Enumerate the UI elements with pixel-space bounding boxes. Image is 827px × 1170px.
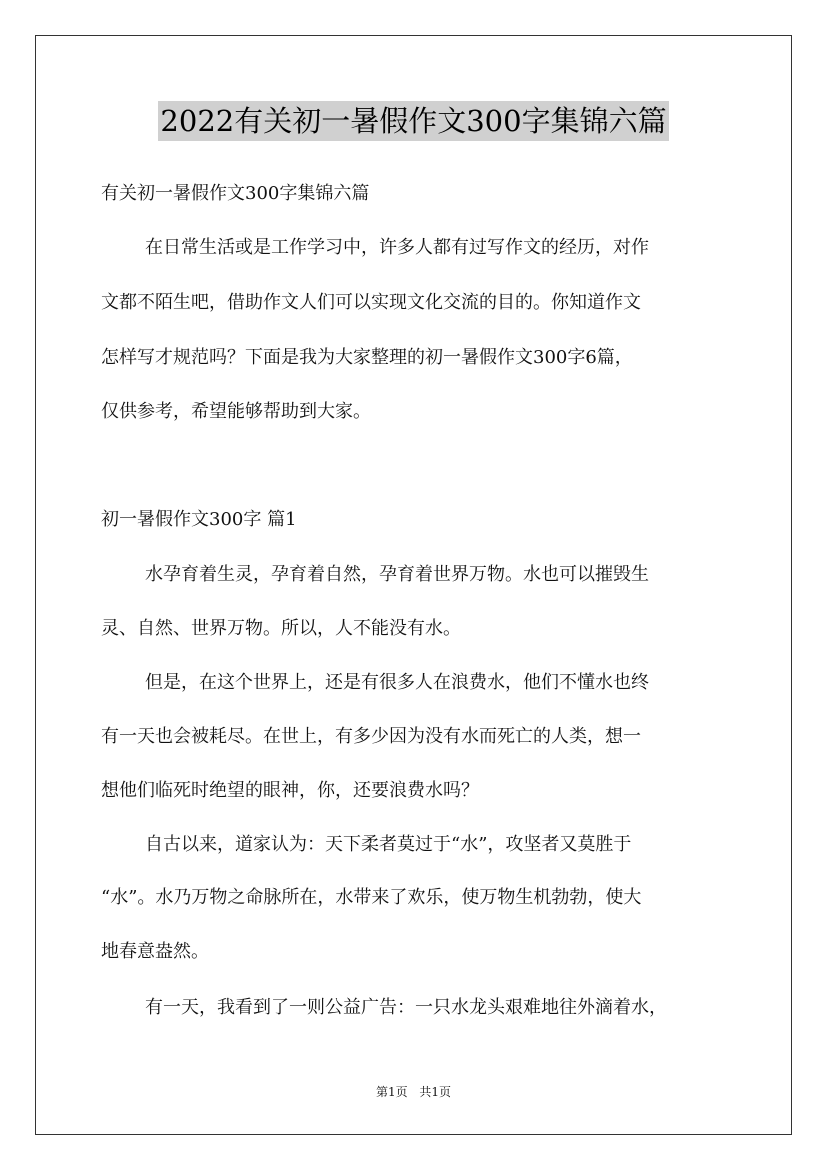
- intro-line-3: 怎样写才规范吗？下面是我为大家整理的初一暑假作文300字6篇，: [101, 347, 633, 368]
- page-total: 共1页: [419, 1085, 452, 1099]
- paragraph2-line-3: 想他们临死时绝望的眼神，你，还要浪费水吗？: [101, 780, 479, 801]
- section-heading: 初一暑假作文300字 篇1: [101, 509, 297, 530]
- paragraph3-line-2: “水”。水乃万物之命脉所在，水带来了欢乐，使万物生机勃勃，使大: [101, 887, 642, 908]
- paragraph1-line-2: 灵、自然、世界万物。所以，人不能没有水。: [101, 618, 461, 639]
- paragraph3-line-3: 地春意盎然。: [101, 941, 209, 962]
- paragraph2-line-2: 有一天也会被耗尽。在世上，有多少因为没有水而死亡的人类，想一: [101, 726, 641, 747]
- page-number: 第1页: [375, 1085, 408, 1099]
- paragraph3-line-1: 自古以来，道家认为：天下柔者莫过于“水”，攻坚者又莫胜于: [145, 834, 632, 855]
- intro-line-2: 文都不陌生吧，借助作文人们可以实现文化交流的目的。你知道作文: [101, 292, 641, 313]
- title-container: [0, 101, 827, 141]
- intro-line-4: 仅供参考，希望能够帮助到大家。: [101, 401, 371, 422]
- intro-line-1: 在日常生活或是工作学习中，许多人都有过写作文的经历，对作: [145, 237, 649, 258]
- document-title: 2022有关初一暑假作文300字集锦六篇: [158, 101, 668, 141]
- document-subtitle: 有关初一暑假作文300字集锦六篇: [101, 183, 370, 204]
- paragraph1-line-1: 水孕育着生灵，孕育着自然，孕育着世界万物。水也可以摧毁生: [145, 564, 649, 585]
- page-footer: [0, 1084, 827, 1100]
- paragraph2-line-1: 但是，在这个世界上，还是有很多人在浪费水，他们不懂水也终: [145, 672, 649, 693]
- paragraph4-line-1: 有一天，我看到了一则公益广告：一只水龙头艰难地往外滴着水，: [145, 997, 667, 1018]
